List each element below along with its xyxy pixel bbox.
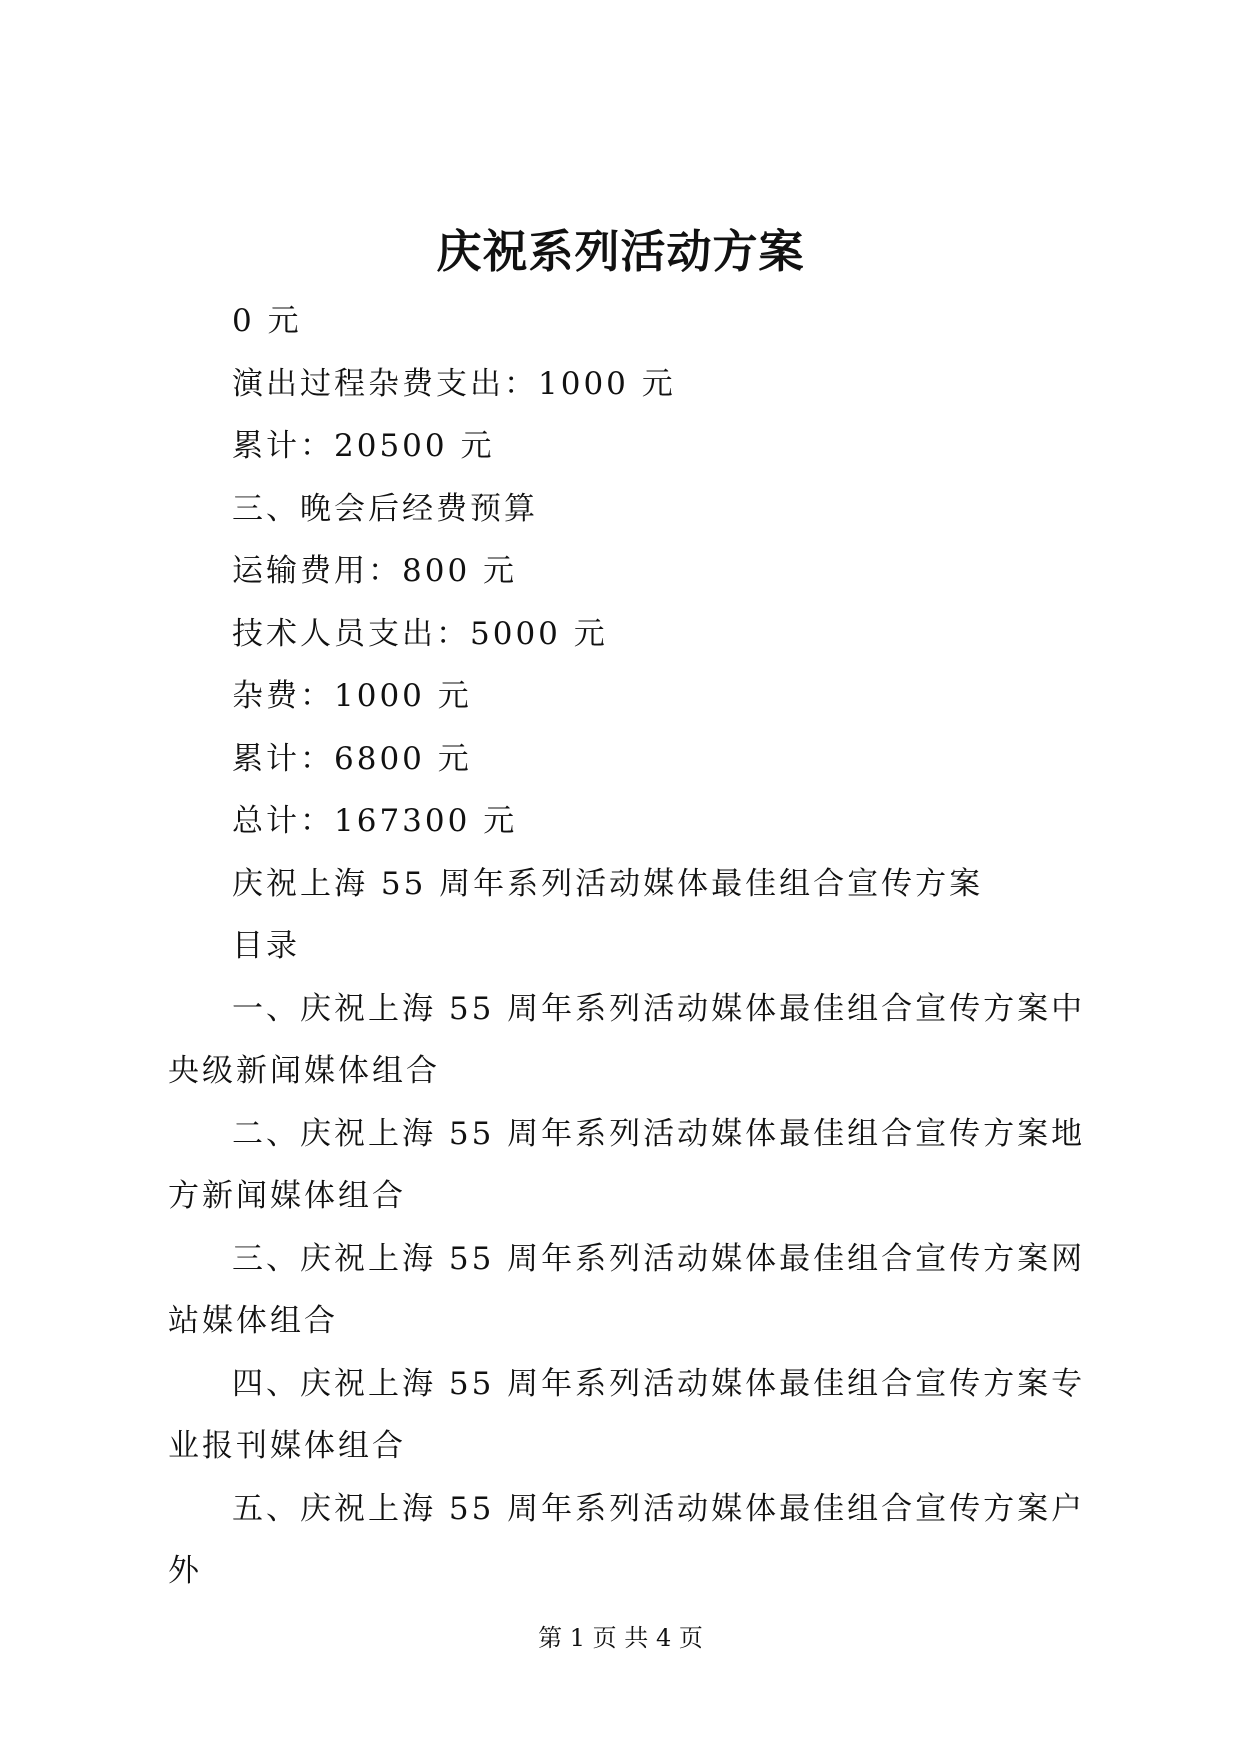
paragraph: 演出过程杂费支出：1000 元 — [232, 365, 676, 402]
toc-item: 五、庆祝上海 55 周年系列活动媒体最佳组合宣传方案户外 — [168, 1490, 1086, 1589]
paragraph: 目录 — [232, 928, 300, 964]
toc-item: 三、庆祝上海 55 周年系列活动媒体最佳组合宣传方案网站媒体组合 — [168, 1240, 1086, 1339]
paragraph: 0 元 — [232, 303, 302, 339]
paragraph: 三、晚会后经费预算 — [232, 490, 538, 527]
paragraph: 杂费：1000 元 — [232, 678, 472, 714]
document-title: 庆祝系列活动方案 — [436, 225, 805, 278]
paragraph: 运输费用：800 元 — [232, 553, 518, 589]
paragraph: 累计：6800 元 — [232, 740, 472, 777]
paragraph: 庆祝上海 55 周年系列活动媒体最佳组合宣传方案 — [232, 865, 984, 902]
toc-item: 四、庆祝上海 55 周年系列活动媒体最佳组合宣传方案专业报刊媒体组合 — [168, 1365, 1086, 1464]
paragraph: 累计：20500 元 — [232, 428, 495, 464]
page-footer: 第 1 页 共 4 页 — [538, 1624, 703, 1652]
paragraph: 总计：167300 元 — [232, 803, 518, 839]
document-body — [168, 290, 1088, 1603]
toc-item: 二、庆祝上海 55 周年系列活动媒体最佳组合宣传方案地方新闻媒体组合 — [168, 1115, 1086, 1214]
paragraph: 技术人员支出：5000 元 — [232, 615, 608, 652]
toc-item: 一、庆祝上海 55 周年系列活动媒体最佳组合宣传方案中央级新闻媒体组合 — [168, 990, 1086, 1089]
